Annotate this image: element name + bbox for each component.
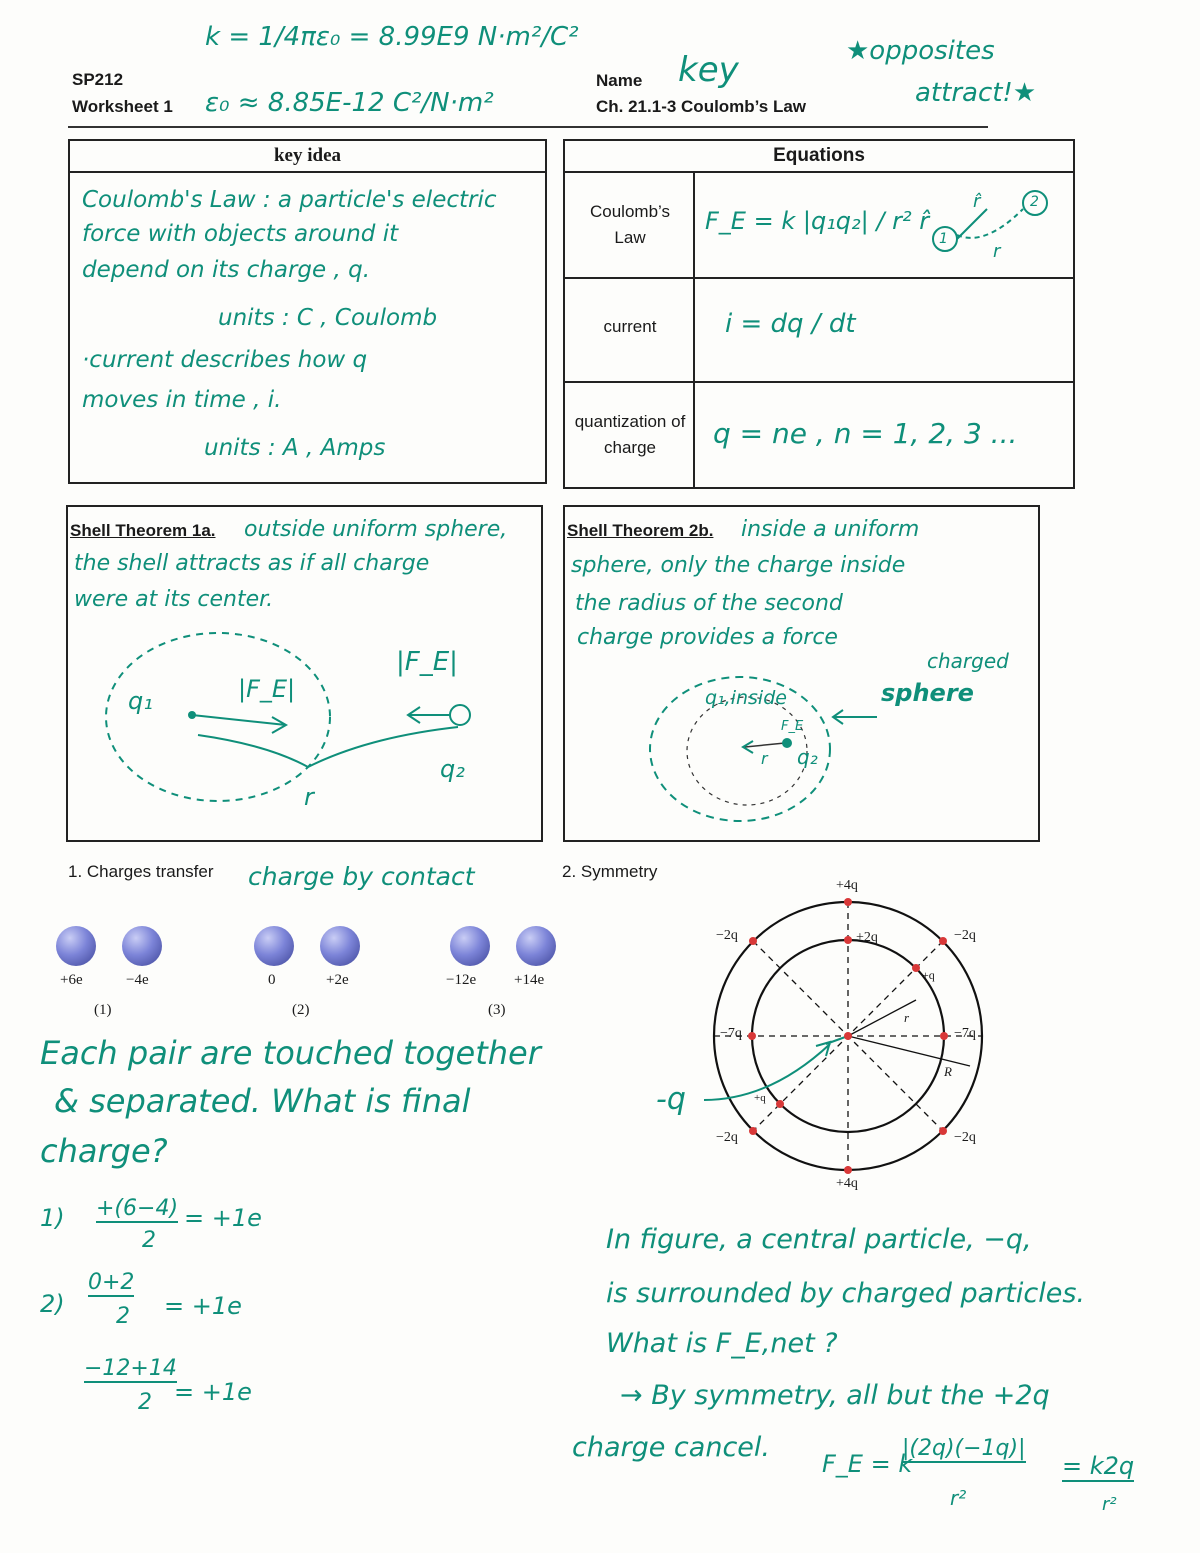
- solution-denominator: 2: [116, 1304, 130, 1329]
- key-idea-line: units : A , Amps: [204, 435, 386, 461]
- equation-coulomb: F_E = k |q₁q₂| / r² r̂: [705, 207, 930, 235]
- solution-numerator: +(6−4): [96, 1196, 179, 1221]
- equation-label-quantization: quantization of charge: [574, 412, 686, 457]
- problem-2-answer-line: → By symmetry, all but the +2q: [620, 1380, 1050, 1411]
- fig-label-top: +4q: [836, 878, 858, 893]
- fig-label-tl: −2q: [716, 928, 738, 943]
- coulomb-diagram-r: r: [993, 241, 1001, 262]
- equation-label-current: current: [603, 317, 657, 336]
- fig-label-r: r: [904, 1010, 910, 1025]
- charge-label: −12e: [446, 972, 477, 988]
- fig-label-bl: −2q: [716, 1130, 738, 1145]
- coulomb-diagram-one: 1: [939, 231, 948, 247]
- problem-2-answer-line: charge cancel.: [572, 1432, 770, 1463]
- charge-ball: [122, 926, 162, 966]
- problem-2-question-line: In figure, a central particle, −q,: [606, 1224, 1032, 1255]
- key-idea-line: ·current describes how q: [82, 347, 368, 373]
- net-force-formula-result-den: r²: [1102, 1494, 1117, 1515]
- equations-title: Equations: [565, 141, 1073, 173]
- name-label: Name: [596, 71, 643, 90]
- charge-ball: [450, 926, 490, 966]
- charge-label: 0: [268, 972, 276, 988]
- worksheet-title: Worksheet 1: [72, 97, 173, 116]
- fig-label-R: R: [944, 1064, 952, 1079]
- solution-index: 1): [40, 1204, 65, 1232]
- header-rule: [68, 126, 988, 128]
- chapter-title: Ch. 21.1-3 Coulomb’s Law: [596, 97, 807, 116]
- net-force-formula-numerator: |(2q)(−1q)|: [902, 1436, 1026, 1461]
- equations-divider: [693, 173, 695, 487]
- equation-current: i = dq / dt: [725, 309, 856, 339]
- pair-number: (2): [292, 1002, 310, 1018]
- key-idea-title: key idea: [70, 141, 545, 173]
- net-force-formula-left: F_E = k: [822, 1450, 913, 1478]
- shell-1a-line: the shell attracts as if all charge: [74, 551, 430, 576]
- shell-2b-fe: F_E: [781, 719, 804, 734]
- equation-quantization: q = ne , n = 1, 2, 3 ...: [713, 417, 1018, 450]
- fig-label-inner-bl: +q: [754, 1092, 766, 1104]
- shell-theorem-1a-box: [66, 505, 543, 842]
- shell-1a-r: r: [304, 783, 314, 811]
- problem-1-question-line: Each pair are touched together: [40, 1034, 541, 1072]
- solution-index: 2): [40, 1290, 65, 1318]
- charge-label: +14e: [514, 972, 545, 988]
- solution-denominator: 2: [142, 1228, 156, 1253]
- shell-1a-q2: q₂: [440, 755, 465, 783]
- equations-row-line: [565, 381, 1073, 383]
- net-force-formula-denominator: r²: [950, 1486, 967, 1510]
- coulomb-diagram-two: 2: [1030, 194, 1039, 210]
- minus-q-note: -q: [656, 1082, 686, 1117]
- shell-2b-charged: charged: [927, 649, 1009, 673]
- charge-label: −4e: [126, 972, 149, 988]
- shell-2b-line: charge provides a force: [577, 625, 838, 650]
- shell-2b-q2: q₂: [797, 745, 818, 769]
- fig-label-br: −2q: [954, 1130, 976, 1145]
- fig-label-bottom: +4q: [836, 1176, 858, 1191]
- problem-1-answer-title: charge by contact: [248, 862, 475, 891]
- minus-q-arrow: [700, 1030, 840, 1110]
- fig-label-left: −7q: [720, 1026, 742, 1041]
- problem-1-title: 1. Charges transfer: [68, 862, 214, 881]
- shell-1a-fe2: |F_E|: [396, 647, 458, 677]
- charge-label: +2e: [326, 972, 349, 988]
- shell-2b-r: r: [761, 749, 768, 768]
- name-value: key: [678, 50, 739, 90]
- pair-number: (1): [94, 1002, 112, 1018]
- shell-1a-q1: q₁: [128, 687, 153, 715]
- net-force-formula-result: = k2q: [1062, 1452, 1135, 1480]
- solution-numerator: 0+2: [88, 1270, 135, 1295]
- shell-1a-line: were at its center.: [74, 587, 274, 612]
- shell-2b-line: sphere, only the charge inside: [571, 553, 906, 578]
- equations-row-line: [565, 277, 1073, 279]
- solution-denominator: 2: [138, 1390, 152, 1415]
- key-idea-box: [68, 139, 547, 484]
- shell-1a-line: outside uniform sphere,: [244, 517, 508, 542]
- charge-ball: [56, 926, 96, 966]
- shell-2b-line: the radius of the second: [575, 591, 843, 616]
- solution-result: = +1e: [184, 1204, 262, 1232]
- key-idea-line: units : C , Coulomb: [218, 305, 438, 331]
- shell-2b-sphere: sphere: [881, 679, 974, 707]
- shell-2b-q1-inside: q₁,inside: [705, 687, 787, 709]
- problem-1-question-line: charge?: [40, 1132, 168, 1170]
- k-constant-note: k = 1/4πε₀ = 8.99E9 N·m²/C²: [205, 22, 579, 52]
- shell-1a-fe1: |F_E|: [238, 675, 296, 703]
- problem-2-question-line: What is F_E,net ?: [606, 1328, 838, 1359]
- shell-2b-title: Shell Theorem 2b.: [567, 521, 714, 540]
- fig-label-tr: −2q: [954, 928, 976, 943]
- solution-result: = +1e: [164, 1292, 242, 1320]
- opposites-note: ★opposites: [846, 36, 995, 66]
- charge-ball: [320, 926, 360, 966]
- shell-theorem-2b-box: [563, 505, 1040, 842]
- shell-2b-line: inside a uniform: [741, 517, 920, 542]
- problem-2-title: 2. Symmetry: [562, 862, 658, 881]
- key-idea-line: force with objects around it: [82, 221, 399, 247]
- equations-box: [563, 139, 1075, 489]
- equation-label-coulomb: Coulomb’s Law: [589, 202, 670, 247]
- pair-number: (3): [488, 1002, 506, 1018]
- key-idea-line: depend on its charge , q.: [82, 257, 371, 283]
- key-idea-line: Coulomb's Law : a particle's electric: [82, 187, 497, 213]
- fig-label-inner-tr: +q: [922, 968, 935, 982]
- key-idea-line: moves in time , i.: [82, 387, 282, 413]
- coulomb-diagram-rhat: r̂: [973, 191, 981, 212]
- charge-label: +6e: [60, 972, 83, 988]
- shell-1a-title: Shell Theorem 1a.: [70, 521, 216, 540]
- problem-2-question-line: is surrounded by charged particles.: [606, 1278, 1085, 1309]
- problem-1-question-line: & separated. What is final: [54, 1082, 471, 1120]
- attract-note: attract!★: [915, 78, 1037, 108]
- epsilon-note: ε₀ ≈ 8.85E-12 C²/N·m²: [205, 88, 494, 118]
- charge-ball: [254, 926, 294, 966]
- fig-label-right: −7q: [954, 1026, 976, 1041]
- fig-label-inner-top: +2q: [856, 930, 878, 945]
- solution-numerator: −12+14: [84, 1356, 177, 1381]
- course-code: SP212: [72, 70, 124, 89]
- solution-result: = +1e: [174, 1378, 252, 1406]
- charge-ball: [516, 926, 556, 966]
